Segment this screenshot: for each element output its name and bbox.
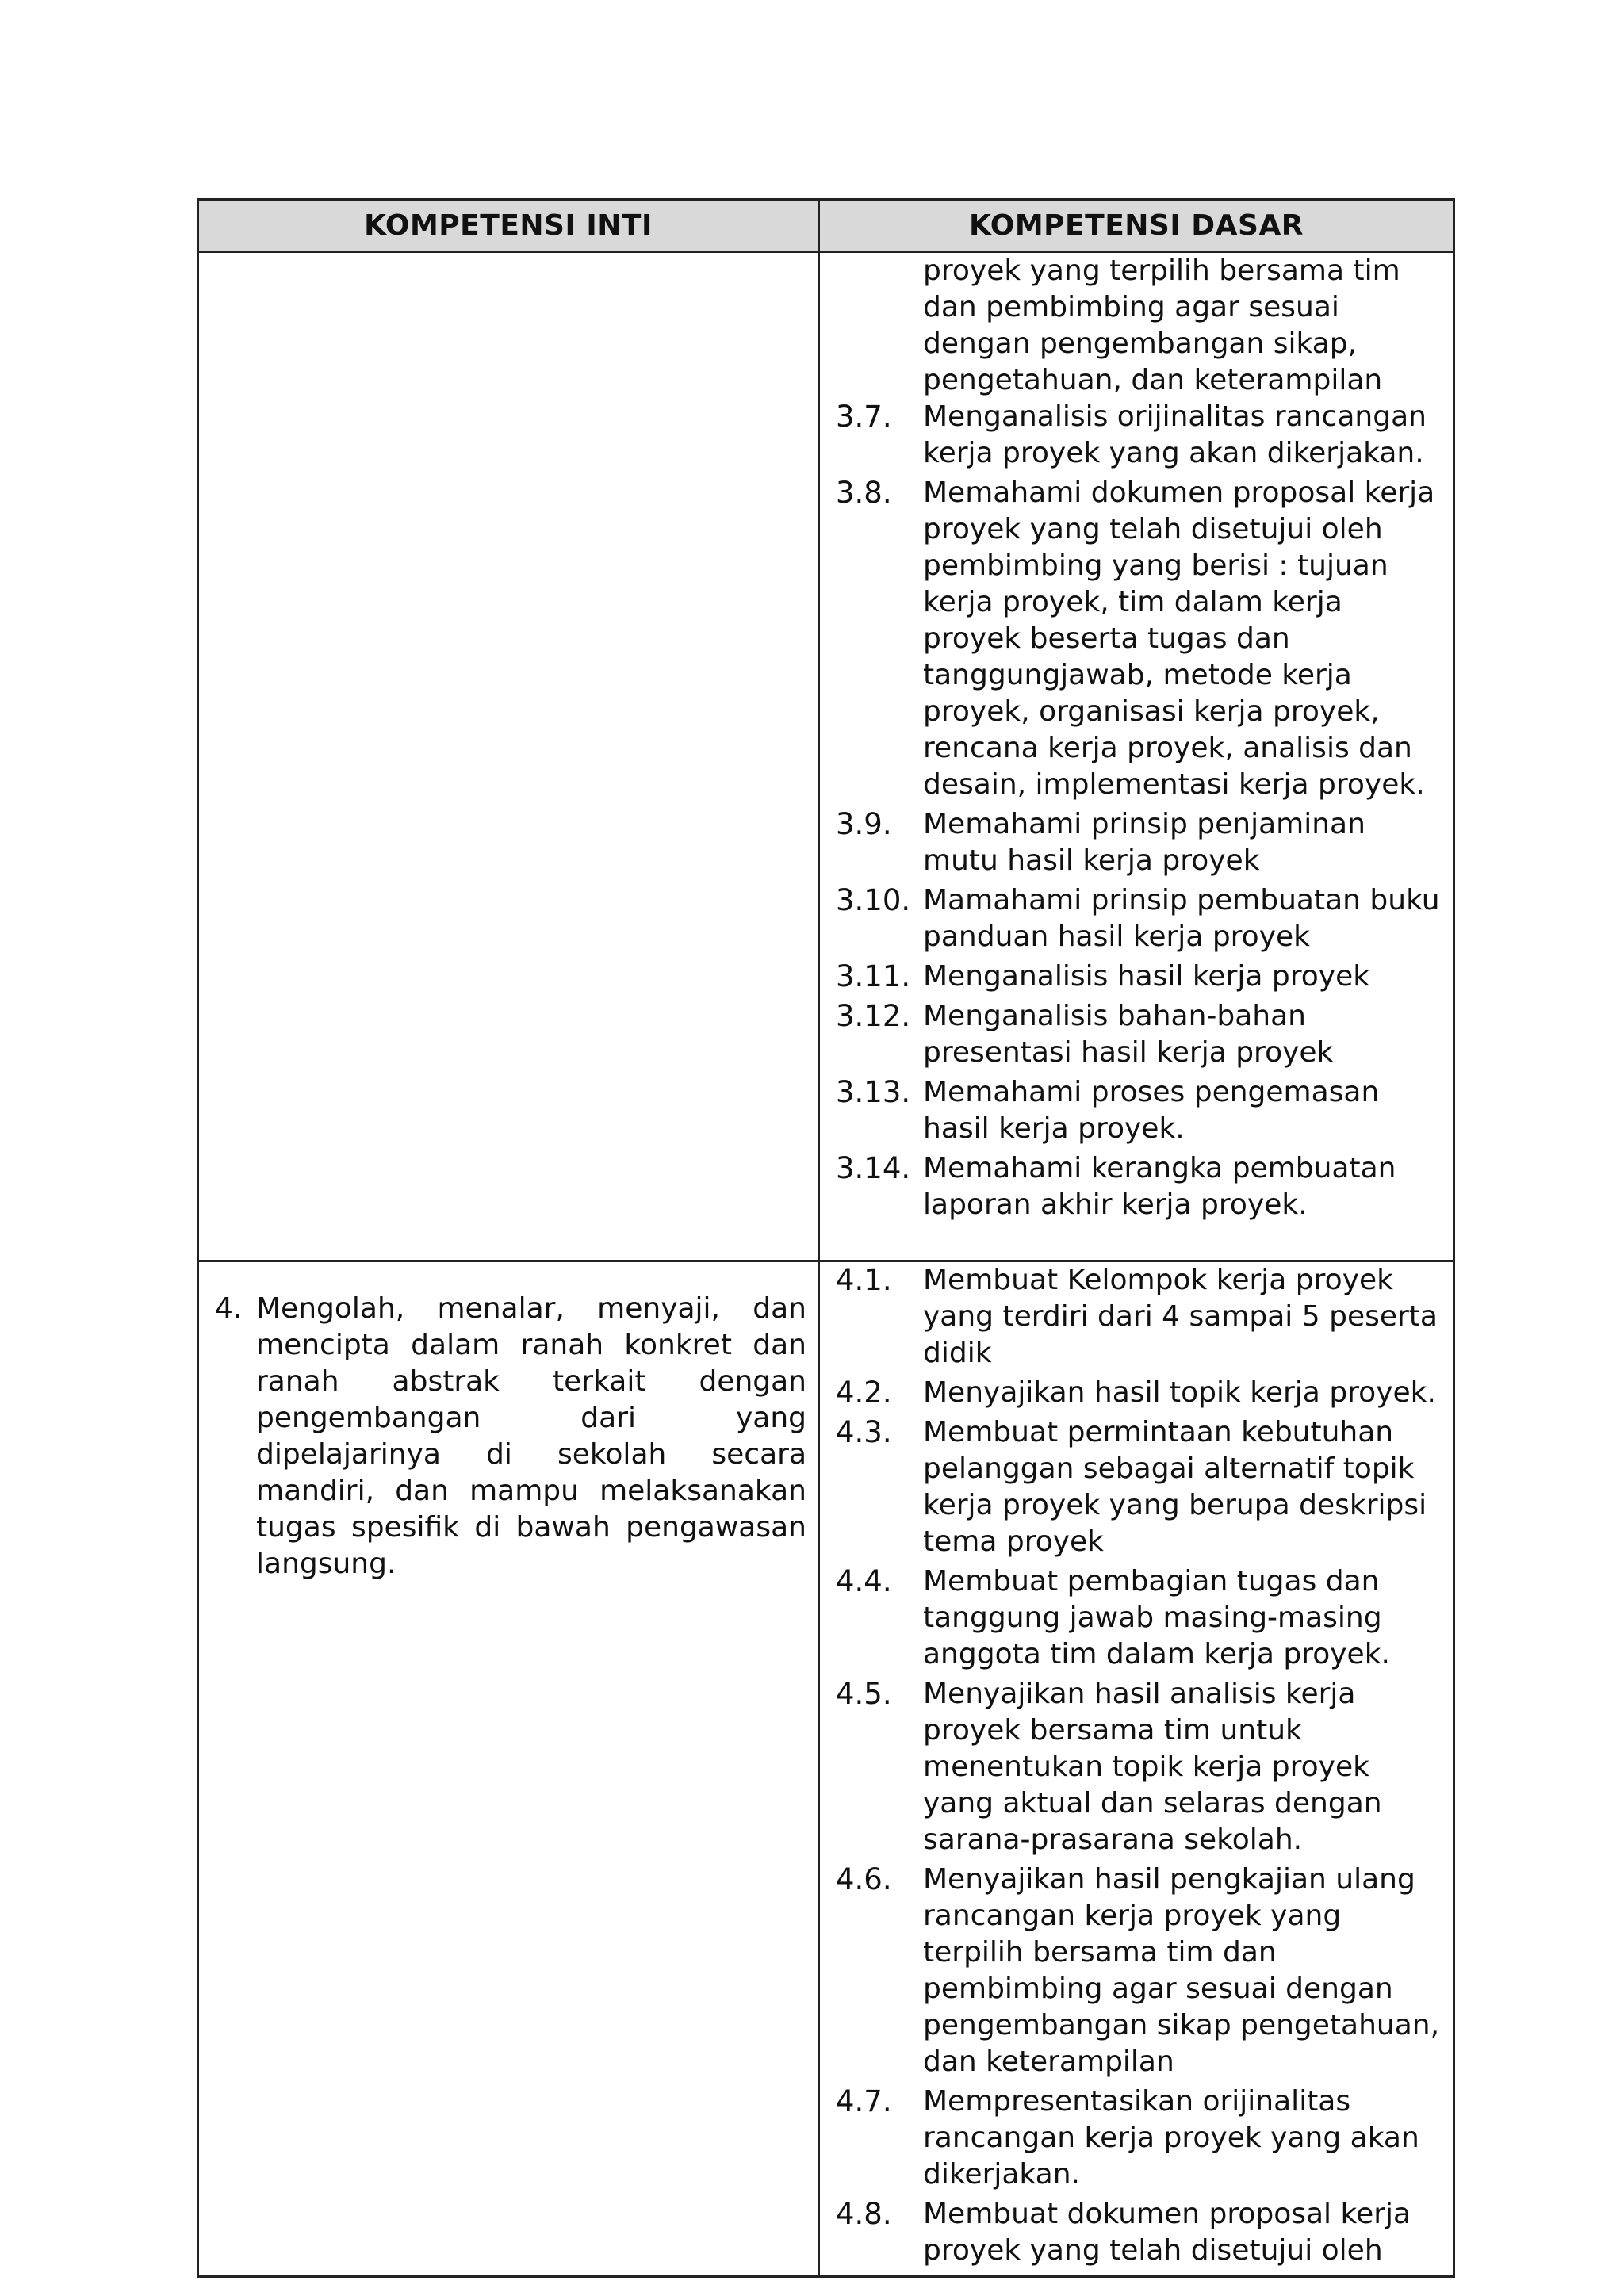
kd-item — [836, 882, 1445, 955]
kd-number: 4.7. — [836, 2084, 892, 2118]
kd-text: Memahami prinsip penjaminan mutu hasil kerja proyek — [923, 808, 1365, 877]
kd-item — [836, 1563, 1445, 1673]
table-row — [198, 252, 1454, 1261]
table-header-row — [198, 200, 1454, 252]
kd-item — [836, 1150, 1445, 1223]
kd-item — [836, 998, 1445, 1071]
kd-number: 3.8. — [836, 476, 892, 510]
kd-number: 4.8. — [836, 2197, 892, 2231]
ki-cell — [198, 1261, 819, 2277]
kd-number: 4.6. — [836, 1862, 892, 1896]
kd-text: Memahami dokumen proposal kerja proyek yang telah disetujui oleh pembimbing yang berisi : tujuan kerja proyek, tim dalam kerja proyek beserta tugas dan tanggungjawab, metode kerja proyek, organisasi kerja proyek, rencana kerja proyek, analisis dan desain, implementasi kerja proyek. — [923, 476, 1435, 801]
kd-item — [836, 1074, 1445, 1147]
kd-text: Membuat pembagian tugas dan tanggung jawab masing-masing anggota tim dalam kerja proyek. — [923, 1565, 1390, 1670]
kd-item — [836, 806, 1445, 879]
kd-number: 4.5. — [836, 1677, 892, 1711]
kd-item — [836, 1862, 1445, 2080]
kd-text: Membuat permintaan kebutuhan pelanggan sebagai alternatif topik kerja proyek yang berupa deskripsi tema proyek — [923, 1416, 1427, 1558]
kd-number: 3.10. — [836, 883, 911, 917]
kd-continuation-text: proyek yang terpilih bersama tim dan pembimbing agar sesuai dengan pengembangan sikap, pengetahuan, dan keterampilan — [923, 254, 1400, 396]
kd-item — [836, 1676, 1445, 1858]
header-kompetensi-inti: KOMPETENSI INTI — [198, 200, 819, 252]
kd-text: Mamahami prinsip pembuatan buku panduan hasil kerja proyek — [923, 884, 1440, 953]
kd-number: 3.9. — [836, 807, 892, 841]
kd-number: 4.3. — [836, 1415, 892, 1449]
kd-text: Memahami kerangka pembuatan laporan akhir kerja proyek. — [923, 1152, 1396, 1221]
kd-item — [836, 475, 1445, 803]
header-kompetensi-dasar: KOMPETENSI DASAR — [819, 200, 1454, 252]
kd-list — [820, 1262, 1453, 2275]
kd-text: Mempresentasikan orijinalitas rancangan kerja proyek yang akan dikerjakan. — [923, 2085, 1419, 2191]
kd-text: Menganalisis orijinalitas rancangan kerja proyek yang akan dikerjakan. — [923, 400, 1427, 469]
ki-number: 4. — [215, 1292, 243, 1325]
ki-item — [199, 1262, 818, 1582]
kd-text: Menganalisis hasil kerja proyek — [923, 960, 1370, 993]
kd-item — [836, 399, 1445, 472]
kd-number: 3.13. — [836, 1075, 911, 1109]
table-row — [198, 1261, 1454, 2277]
kd-item — [836, 959, 1445, 995]
kd-text: Menyajikan hasil analisis kerja proyek bersama tim untuk menentukan topik kerja proyek yang aktual dan selaras dengan sarana-prasarana sekolah. — [923, 1678, 1382, 1856]
kd-list — [820, 253, 1453, 1230]
kd-item — [836, 2196, 1445, 2269]
kd-item — [836, 2084, 1445, 2193]
kd-text: Memahami proses pengemasan hasil kerja proyek. — [923, 1076, 1380, 1145]
kd-number: 3.11. — [836, 959, 911, 993]
kd-number: 4.4. — [836, 1564, 892, 1598]
kd-number: 3.14. — [836, 1151, 911, 1185]
kd-number: 4.1. — [836, 1263, 892, 1297]
kd-item — [836, 1375, 1445, 1411]
kd-cell — [819, 1261, 1454, 2277]
kd-text: Menyajikan hasil topik kerja proyek. — [923, 1376, 1436, 1409]
kd-cell — [819, 252, 1454, 1261]
ki-cell-empty — [198, 252, 819, 1261]
kompetensi-table — [197, 198, 1455, 2278]
kd-text: Menganalisis bahan-bahan presentasi hasil kerja proyek — [923, 1000, 1334, 1069]
kd-number: 3.12. — [836, 999, 911, 1033]
kd-number: 4.2. — [836, 1376, 892, 1410]
ki-text: Mengolah, menalar, menyaji, dan mencipta dalam ranah konkret dan ranah abstrak terkait dengan pengembangan dari yang dipelajarinya di sekolah secara mandiri, dan mampu melaksanakan tugas spesifik di bawah pengawasan langsung. — [256, 1292, 806, 1580]
kd-text: Membuat Kelompok kerja proyek yang terdiri dari 4 sampai 5 peserta didik — [923, 1264, 1438, 1369]
kd-text: Membuat dokumen proposal kerja proyek yang telah disetujui oleh — [923, 2198, 1411, 2267]
kd-text: Menyajikan hasil pengkajian ulang rancangan kerja proyek yang terpilih bersama tim dan pembimbing agar sesuai dengan pengembangan sikap pengetahuan, dan keterampilan — [923, 1863, 1440, 2078]
kd-item — [836, 1262, 1445, 1372]
kd-number: 3.7. — [836, 400, 892, 434]
kd-item — [836, 1414, 1445, 1560]
